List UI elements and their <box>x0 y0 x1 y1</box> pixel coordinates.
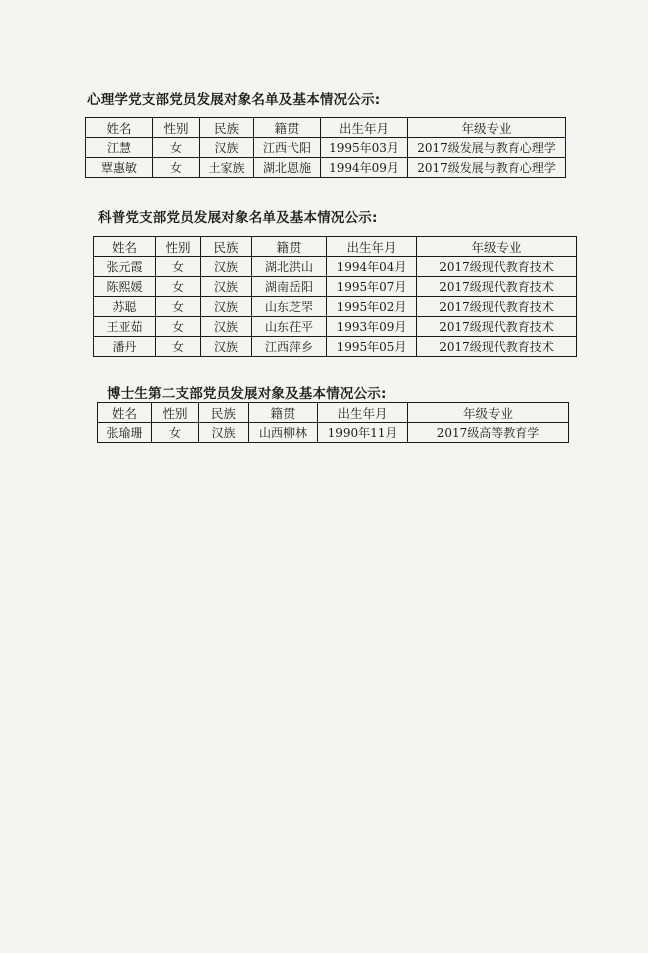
cell-gender: 女 <box>156 297 201 317</box>
cell-birth-date: 1995年05月 <box>327 337 417 357</box>
table-row <box>86 158 566 178</box>
cell-grade-major: 2017级现代教育技术 <box>417 317 577 337</box>
candidate-table <box>85 117 566 178</box>
cell-name: 潘丹 <box>94 337 156 357</box>
cell-hometown: 江西萍乡 <box>252 337 327 357</box>
cell-name: 张瑜珊 <box>98 423 152 443</box>
header-ethnicity: 民族 <box>199 403 249 423</box>
cell-name: 江慧 <box>86 138 153 158</box>
table-row <box>94 257 577 277</box>
cell-hometown: 湖北洪山 <box>252 257 327 277</box>
header-birth-date: 出生年月 <box>327 237 417 257</box>
cell-birth-date: 1995年02月 <box>327 297 417 317</box>
cell-hometown: 江西弋阳 <box>254 138 321 158</box>
header-gender: 性别 <box>156 237 201 257</box>
cell-birth-date: 1995年07月 <box>327 277 417 297</box>
table-row <box>94 337 577 357</box>
cell-birth-date: 1994年09月 <box>321 158 408 178</box>
table-row <box>86 138 566 158</box>
table-header-row <box>94 237 577 257</box>
header-grade-major: 年级专业 <box>408 403 569 423</box>
cell-name: 覃惠敏 <box>86 158 153 178</box>
cell-ethnicity: 汉族 <box>201 277 252 297</box>
table-row <box>94 277 577 297</box>
cell-grade-major: 2017级现代教育技术 <box>417 297 577 317</box>
cell-name: 苏聪 <box>94 297 156 317</box>
header-birth-date: 出生年月 <box>321 118 408 138</box>
section-title: 科普党支部党员发展对象名单及基本情况公示: <box>98 210 378 226</box>
header-grade-major: 年级专业 <box>408 118 566 138</box>
header-birth-date: 出生年月 <box>318 403 408 423</box>
cell-hometown: 山东芝罘 <box>252 297 327 317</box>
cell-birth-date: 1993年09月 <box>327 317 417 337</box>
cell-birth-date: 1995年03月 <box>321 138 408 158</box>
header-name: 姓名 <box>86 118 153 138</box>
header-gender: 性别 <box>152 403 199 423</box>
header-hometown: 籍贯 <box>254 118 321 138</box>
header-hometown: 籍贯 <box>249 403 318 423</box>
candidate-table <box>97 402 569 443</box>
header-hometown: 籍贯 <box>252 237 327 257</box>
cell-gender: 女 <box>156 317 201 337</box>
cell-gender: 女 <box>156 277 201 297</box>
table-row <box>94 317 577 337</box>
cell-gender: 女 <box>153 138 200 158</box>
cell-hometown: 山东茌平 <box>252 317 327 337</box>
candidate-table <box>93 236 577 357</box>
cell-name: 陈熙媛 <box>94 277 156 297</box>
cell-gender: 女 <box>156 337 201 357</box>
section-title: 博士生第二支部党员发展对象及基本情况公示: <box>107 386 387 402</box>
cell-ethnicity: 汉族 <box>201 317 252 337</box>
cell-grade-major: 2017级高等教育学 <box>408 423 569 443</box>
table-row <box>98 423 569 443</box>
cell-ethnicity: 汉族 <box>201 297 252 317</box>
cell-ethnicity: 土家族 <box>200 158 254 178</box>
cell-birth-date: 1990年11月 <box>318 423 408 443</box>
cell-gender: 女 <box>152 423 199 443</box>
header-gender: 性别 <box>153 118 200 138</box>
section-title: 心理学党支部党员发展对象名单及基本情况公示: <box>87 92 381 108</box>
header-ethnicity: 民族 <box>201 237 252 257</box>
table-header-row <box>98 403 569 423</box>
header-name: 姓名 <box>94 237 156 257</box>
cell-ethnicity: 汉族 <box>201 337 252 357</box>
cell-grade-major: 2017级发展与教育心理学 <box>408 158 566 178</box>
cell-grade-major: 2017级发展与教育心理学 <box>408 138 566 158</box>
cell-hometown: 山西柳林 <box>249 423 318 443</box>
cell-gender: 女 <box>156 257 201 277</box>
cell-hometown: 湖北恩施 <box>254 158 321 178</box>
table-row <box>94 297 577 317</box>
header-ethnicity: 民族 <box>200 118 254 138</box>
cell-grade-major: 2017级现代教育技术 <box>417 277 577 297</box>
cell-hometown: 湖南岳阳 <box>252 277 327 297</box>
table-header-row <box>86 118 566 138</box>
cell-birth-date: 1994年04月 <box>327 257 417 277</box>
cell-name: 张元霞 <box>94 257 156 277</box>
cell-ethnicity: 汉族 <box>199 423 249 443</box>
cell-grade-major: 2017级现代教育技术 <box>417 337 577 357</box>
cell-gender: 女 <box>153 158 200 178</box>
header-grade-major: 年级专业 <box>417 237 577 257</box>
header-name: 姓名 <box>98 403 152 423</box>
cell-grade-major: 2017级现代教育技术 <box>417 257 577 277</box>
cell-ethnicity: 汉族 <box>200 138 254 158</box>
cell-ethnicity: 汉族 <box>201 257 252 277</box>
cell-name: 王亚茹 <box>94 317 156 337</box>
